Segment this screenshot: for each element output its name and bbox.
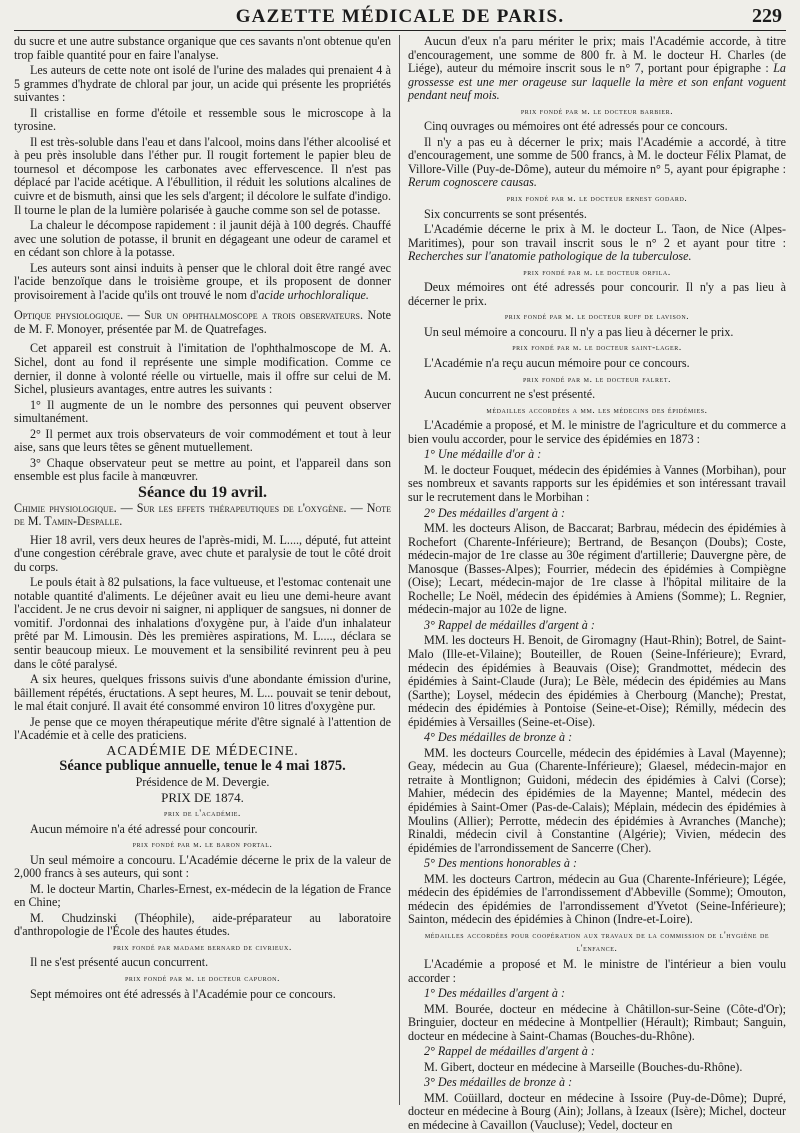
paragraph: A six heures, quelques frissons suivis d'une abondante émission d'urine, bâillement répétés, éructations. A sept heures, M. L... pouvait se tenir debout, le mal était conjuré. Il avait été consommé environ 10 litres d'oxygène pur. xyxy=(14,672,391,714)
prix-year-heading: PRIX DE 1874. xyxy=(161,790,244,806)
paragraph: MM. Bourée, docteur en médecine à Châtillon-sur-Seine (Côte-d'Or); Bringuier, docteur en médecine à Montpellier (Hérault); Rimbaut; Sanguin, docteur en médecine à Saint-Chamas (Bouches-du-Rhône). xyxy=(408,1001,786,1043)
paragraph: 2° Il permet aux trois observateurs de voir commodément et tout à leur aise, sans que leurs têtes se gênent mutuellement. xyxy=(14,426,391,455)
paragraph-text: L'Académie décerne le prix à M. le docteur L. Taon, de Nice (Alpes-Maritimes), pour son travail inscrit sous le n° 2 et ayant pour titre : xyxy=(408,222,786,250)
prize-heading: prix fondé par m. le docteur ruff de lavison. xyxy=(504,311,690,322)
paragraph: L'Académie n'a reçu aucun mémoire pour ce concours. xyxy=(424,356,690,371)
paragraph: Le pouls était à 82 pulsations, la face vultueuse, et l'estomac contenait une notable quantité d'aliments. Le déjeûner avait eu lieu une demi-heure avant l'accident. Je ne crus devoir ni saigner, ni appliquer de sangsues, ni donner de vomitif. J'ordonnai des inhalations d'oxygène pur, à l'aide d'un inhalateur prêté par M. Limousin. Dès les premières aspirations, M. L...., déclara se sentir beaucoup mieux. Le mouvement et la sensibilité revinrent peu à peu dans le côté paralysé. xyxy=(14,575,391,671)
prize-heading: prix fondé par m. le docteur saint-lager. xyxy=(512,342,682,353)
paragraph: Hier 18 avril, vers deux heures de l'après-midi, M. L...., député, fut atteint d'une congestion cérébrale grave, avec chute et paralysie de tout le côté droit du corps. xyxy=(14,532,391,574)
paragraph: Il ne s'est présenté aucun concurrent. xyxy=(30,955,209,970)
paragraph: Je pense que ce moyen thérapeutique mérite d'être signalé à l'attention de l'Académie et à celle des praticiens. xyxy=(14,714,391,743)
prize-heading: prix fondé par m. le docteur ernest godard. xyxy=(506,193,688,204)
paragraph: M. le docteur Martin, Charles-Ernest, ex-médecin de la légation de France en Chine; xyxy=(14,881,391,910)
presidence: Présidence de M. Devergie. xyxy=(135,774,270,789)
paragraph: M. le docteur Fouquet, médecin des épidémies à Vannes (Morbihan), pour ses nombreux et savants rapports sur les épidémies et son intéressant travail sur le recrutement dans le Morbihan : xyxy=(408,462,786,504)
article-heading-optique xyxy=(14,309,391,336)
paragraph: Deux mémoires ont été adressés pour concourir. Il n'y a pas lieu à décerner le prix. xyxy=(408,280,786,308)
paragraph xyxy=(14,262,391,303)
section-title-seance: Séance du 19 avril. xyxy=(138,483,267,501)
paragraph: Cet appareil est construit à l'imitation de l'ophthalmoscope de M. A. Sichel, dont au fond il représente une simple modification. Comme ce dernier, il donne à volonté réelle ou virtuelle, mais il offre sur celui de M. Sichel, plusieurs avantages, entre autres les suivants : xyxy=(14,341,391,397)
paragraph: Il est très-soluble dans l'eau et dans l'alcool, moins dans l'éther alcoolisé et à peu près insoluble dans l'éther pur. Il rougit fortement le papier bleu de tournesol et décompose les carbonates avec effervescence. Il n'est pas déplacé par l'acide acétique. A l'ébullition, il réduit les solutions alcalines de cuivre et de bismuth, ainsi que les sels d'argent; il décolore le sulfate d'indigo. Il tourne le plan de la lumière polarisée à gauche comme son sel de potasse. xyxy=(14,134,391,217)
medals-heading: médailles accordées a mm. les médecins des épidémies. xyxy=(486,404,708,415)
medal-category: 2° Rappel de médailles d'argent à : xyxy=(424,1044,595,1059)
paragraph: MM. Coüillard, docteur en médecine à Issoire (Puy-de-Dôme); Dupré, docteur en médecine à Bourg (Ain); Jollans, à Izeaux (Isère); Michel, docteur en médecine à Cavaillon (Vaucluse); Vedel, docteur en xyxy=(408,1090,786,1133)
article-byline: Note de M. F. Monoyer, présentée par M. de Quatrefages. xyxy=(14,308,391,336)
prize-heading: prix de l'académie. xyxy=(164,807,241,818)
paragraph: Cinq ouvrages ou mémoires ont été adressés pour ce concours. xyxy=(424,119,728,134)
section-title-academie: ACADÉMIE DE MÉDECINE. xyxy=(106,743,299,759)
two-column-body xyxy=(14,34,786,1133)
paragraph: Aucun mémoire n'a été adressé pour concourir. xyxy=(30,821,258,836)
article-title: Chimie physiologique. — Sur les effets thérapeutiques de l'oxygène. xyxy=(14,500,347,515)
paragraph: Six concurrents se sont présentés. xyxy=(424,206,587,221)
paragraph xyxy=(408,136,786,190)
page-number: 229 xyxy=(752,5,782,27)
article-heading-chimie xyxy=(14,502,391,529)
page-header xyxy=(14,0,786,31)
paragraph: M. Gibert, docteur en médecine à Marseille (Bouches-du-Rhône). xyxy=(424,1059,743,1074)
session-title: Séance publique annuelle, tenue le 4 mai 1875. xyxy=(59,758,346,775)
medal-category: 1° Des médailles d'argent à : xyxy=(424,986,565,1001)
paragraph: M. Chudzinski (Théophile), aide-préparateur au laboratoire d'anthropologie de l'École des hautes études. xyxy=(14,910,391,939)
paragraph-text: Aucun d'eux n'a paru mériter le prix; mais l'Académie accorde, à titre d'encouragement, une somme de 800 fr. à M. le docteur H. Charles (de Liége), auteur du mémoire inscrit sous le n° 7, portant pour épigraphe : xyxy=(408,34,786,76)
paragraph: Il cristallise en forme d'étoile et ressemble sous le microscope à la tyrosine. xyxy=(14,105,391,134)
paragraph: Aucun concurrent ne s'est présenté. xyxy=(424,387,596,402)
prize-heading: prix fondé par m. le docteur capuron. xyxy=(124,973,281,983)
paragraph: MM. les docteurs H. Benoit, de Giromagny (Haut-Rhin); Botrel, de Saint-Malo (Ille-et-Vilaine); Bouteiller, de Rouen (Seine-Inférieure); Evrard, médecin des épidémies à Beauvais (Oise); Grandmottet, médecin des épidémies à Saint-Claude (Jura); Le Bèle, médecin des épidémies au Mans (Sarthe); Loysel, médecin des épidémies à Cherbourg (Manche); Prestat, médecin des épidémies à Pontoise (Seine-et-Oise); Rémilly, médecin des épidémies à Versailles (Seine-et-Oise). xyxy=(408,633,786,729)
epigraph: La grossesse est une mer orageuse sur laquelle la mère et son enfant voguent pendant neuf mois. xyxy=(408,61,786,103)
epigraph: Rerum cognoscere causas. xyxy=(408,175,537,190)
article-title: Optique physiologique. — Sur un ophthalmoscope a trois observateurs. xyxy=(14,308,364,323)
medal-category: 5° Des mentions honorables à : xyxy=(424,856,577,871)
prize-heading: prix fondé par m. le docteur orfila. xyxy=(523,266,671,277)
prize-heading: prix fondé par madame bernard de civrieux. xyxy=(113,941,292,952)
memoir-title: Recherches sur l'anatomie pathologique de la tuberculose. xyxy=(408,249,692,264)
article-byline: — Note de M. Tamin-Despalle. xyxy=(14,500,391,529)
paragraph: L'Académie a proposé, et M. le ministre de l'agriculture et du commerce a bien voulu accorder, pour le service des épidémies en 1873 : xyxy=(408,418,786,446)
paragraph: La chaleur le décompose rapidement : il jaunit déjà à 100 degrés. Chauffé avec une solution de potasse, il brunit en dégageant une odeur de caramel et en cédant son chlore à la potasse. xyxy=(14,218,391,260)
medal-category: 1° Une médaille d'or à : xyxy=(424,447,542,462)
medal-category: 3° Rappel de médailles d'argent à : xyxy=(424,617,595,632)
paragraph: Sept mémoires ont été adressés à l'Académie pour ce concours. xyxy=(30,986,336,1001)
prize-heading: prix fondé par m. le baron portal. xyxy=(132,839,273,850)
paragraph: Les auteurs de cette note ont isolé de l'urine des malades qui prenaient 4 à 5 grammes d'hydrate de chloral par jour, un acide qui présente les propriétés suivantes : xyxy=(14,63,391,105)
right-column xyxy=(400,34,786,1133)
paragraph: 1° Il augmente de un le nombre des personnes qui peuvent observer simultanément. xyxy=(14,397,391,426)
paragraph: Un seul mémoire a concouru. Il n'y a pas lieu à décerner le prix. xyxy=(424,324,734,339)
medal-category: 4° Des médailles de bronze à : xyxy=(424,730,573,745)
paragraph: MM. les docteurs Cartron, médecin au Gua (Charente-Inférieure); Légée, médecin des épidémies de l'arrondissement d'Abbeville (Somme); Omouton, médecin des épidémies de l'arrondissement d'Yvetot (Seine-Inférieure); Sainton, médecin des épidémies à Chinon (Indre-et-Loire). xyxy=(408,871,786,927)
left-column xyxy=(14,35,400,1105)
medal-category: 2° Des médailles d'argent à : xyxy=(424,505,565,520)
medal-category: 3° Des médailles de bronze à : xyxy=(424,1075,573,1090)
paragraph-text: Il n'y a pas eu à décerner le prix; mais l'Académie a accordé, à titre d'encouragement, une somme de 500 francs, à M. le docteur Félix Plamat, de Villore-Ville (Puy-de-Dôme), auteur du mémoire n° 5, ayant pour épigraphe : xyxy=(408,134,786,176)
paragraph xyxy=(408,223,786,264)
prize-heading: prix fondé par m. le docteur falret. xyxy=(523,373,671,384)
journal-title: GAZETTE MÉDICALE DE PARIS. xyxy=(235,6,565,27)
paragraph: MM. les docteurs Courcelle, médecin des épidémies à Laval (Mayenne); Geay, médecin au Gua (Charente-Inférieure); Glaesel, médecin-major en retraite à Montlignon; Guidoni, médecin des épidémies à Calvi (Corse); Mahier, médecin des épidémies de la Mayenne; Mantel, médecin des épidémies à Saint-Omer (Pas-de-Calais); Méplain, médecin des épidémies à Moulins (Allier); Perrotte, médecin des épidémies à Avranches (Manche); Rinaldi, médecin civil à Constantine (Algérie); Vivien, médecin des épidémies de l'arrondissement de Sancerre (Cher). xyxy=(408,745,786,855)
paragraph xyxy=(408,35,786,103)
cooperation-heading: médailles accordées pour coopération aux travaux de la commission de l'hygiène de l'enfance. xyxy=(424,929,770,954)
paragraph: MM. les docteurs Alison, de Baccarat; Barbrau, médecin des épidémies à Rochefort (Charente-Inférieure); Bertrand, de Besançon (Doubs); Coste, médecin-major de 1re classe au 30e régiment d'artillerie; Dauvergne père, de Manosque (Basses-Alpes); Fourrier, médecin des épidémies à Compiègne (Oise); Lecart, médecin-major de 1re classe à l'hôpital militaire de la Rochelle; Le Noël, médecin des épidémies à Amiens (Somme); L. Regnier, médecin-major au 102e de ligne. xyxy=(408,521,786,617)
acid-name: acide urhochloralique. xyxy=(258,287,369,302)
paragraph: 3° Chaque observateur peut se mettre au point, et l'appareil dans son ensemble est plus facile à manœuvrer. xyxy=(14,455,391,484)
paragraph-text: Les auteurs sont ainsi induits à penser que le chloral doit être rangé avec l'acide benzoïque dans le troisième groupe, et ils proposent de donner provisoirement à l'acide qu'ils ont trouvé le nom d' xyxy=(14,260,391,302)
prize-heading: prix fondé par m. le docteur barbier. xyxy=(520,105,674,116)
paragraph: du sucre et une autre substance organique que ces savants n'ont obtenue qu'en trop faible quantité pour en faire l'analyse. xyxy=(14,34,391,62)
paragraph: L'Académie a proposé et M. le ministre de l'intérieur a bien voulu accorder : xyxy=(408,957,786,985)
paragraph: Un seul mémoire a concouru. L'Académie décerne le prix de la valeur de 2,000 francs à ses auteurs, qui sont : xyxy=(14,852,391,881)
